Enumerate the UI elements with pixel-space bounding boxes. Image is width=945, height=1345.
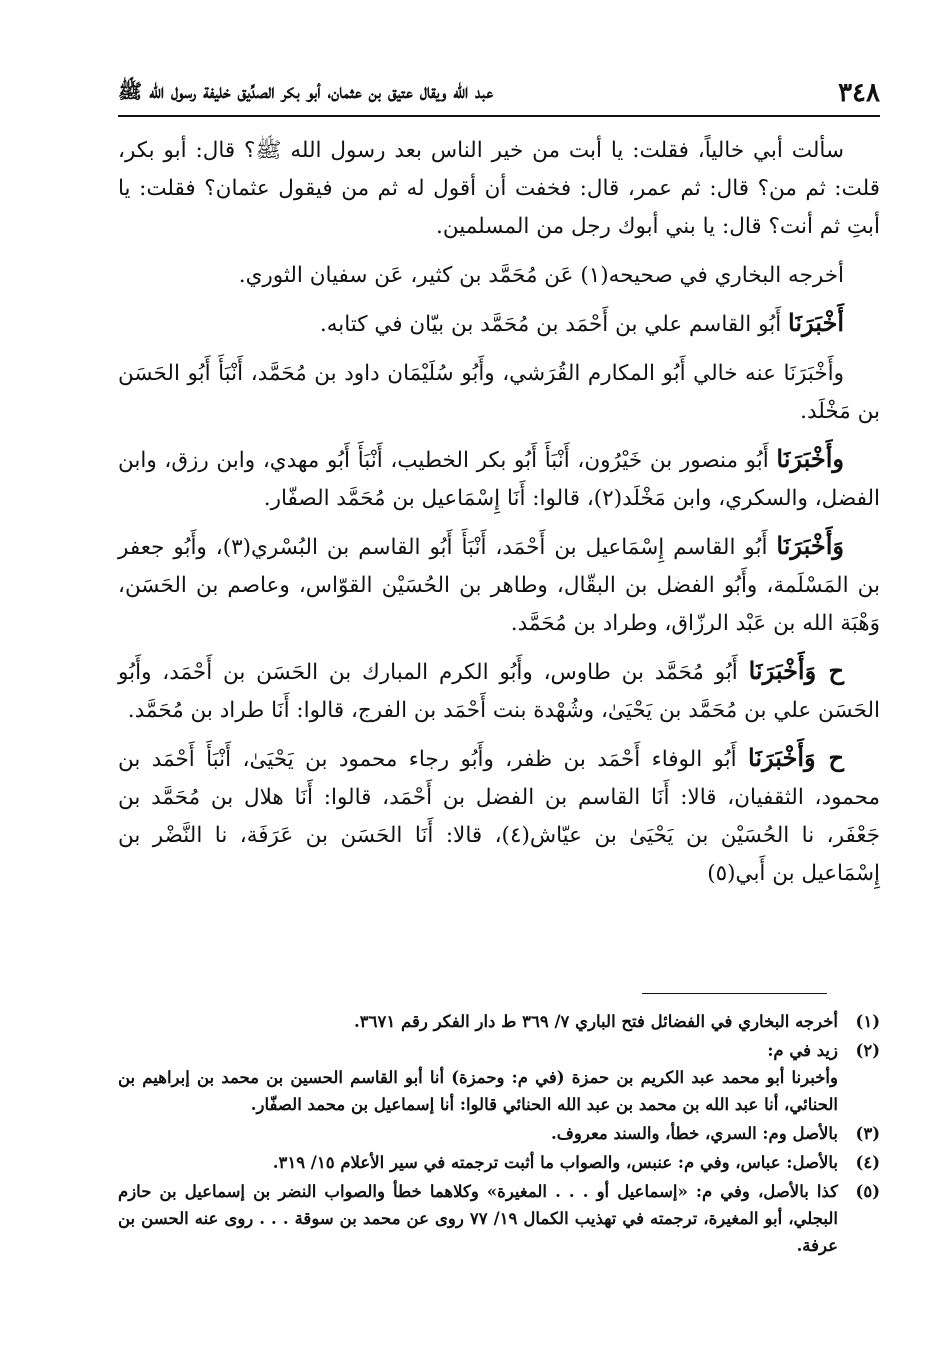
- footnotes: [118, 1008, 880, 1261]
- footnote: [118, 1149, 880, 1176]
- footnote-text: [118, 1149, 838, 1176]
- header-rule: [118, 115, 880, 117]
- paragraph-text: أَبُو مُحَمَّد بن طاوس، وأَبُو الكرم المبارك بن الحَسَن بن أَحْمَد، وأَبُو الحَسَن علي بن مُحَمَّد بن يَحْيَىٰ، وشُهْدة بنت أَحْمَد بن الفرج، قالوا: أَنَا طراد بن مُحَمَّد.: [118, 660, 880, 723]
- paragraph: [118, 130, 880, 246]
- paragraph: [118, 440, 880, 518]
- footnote-number: (٣): [855, 1124, 880, 1143]
- footnote-number: (٥): [855, 1182, 880, 1201]
- footnote-text: [118, 1008, 838, 1035]
- paragraph: [118, 739, 880, 893]
- paragraph-lead: ح وَأَخْبَرَنَا: [748, 743, 844, 772]
- footnote-number: (٢): [855, 1041, 880, 1060]
- paragraph-text: وأَخْبَرَنَا عنه خالي أَبُو المكارم القُرَشي، وأَبُو سُلَيْمَان داود بن مُحَمَّد، أَنْبَأَ أَبُو الحَسَن بن مَخْلَد.: [118, 361, 880, 424]
- footnote-line: بالأصل وم: السري، خطأ، والسند معروف.: [551, 1124, 838, 1143]
- footnote-text: [118, 1120, 838, 1147]
- paragraph: [118, 304, 880, 344]
- page-number: ٣٤٨: [838, 78, 880, 108]
- paragraph-lead: ح وَأَخْبَرَنَا: [748, 656, 844, 685]
- paragraph-text: أخرجه البخاري في صحيحه(١) عَن مُحَمَّد بن كثير، عَن سفيان الثوري.: [238, 263, 844, 288]
- paragraph-text: أَبُو القاسم إِسْمَاعيل بن أَحْمَد، أَنْبَأَ أَبُو القاسم بن البُسْري(٣)، وأَبُو جعفر بن المَسْلَمة، وأَبُو الفضل بن البقّال، وطاهر بن الحُسَيْن القوّاس، وعاصم بن الحَسَن، وَهْبَة الله بن عَبْد الرزّاق، وطراد بن مُحَمَّد.: [118, 535, 880, 636]
- main-text: [118, 130, 880, 902]
- footnote-rule: [642, 993, 827, 994]
- footnote-number: (٤): [855, 1153, 880, 1172]
- paragraph-text: أَبُو القاسم علي بن أَحْمَد بن مُحَمَّد بن بيّان في كتابه.: [319, 312, 789, 337]
- footnote-line: كذا بالأصل، وفي م: «إسماعيل أو . . . المغيرة» وكلاهما خطأ والصواب النضر بن إسماعيل بن حازم البجلي، أبو المغيرة، ترجمته في تهذيب الكمال ١٩/ ٧٧ روى عن محمد بن سوقة . . . روى عنه الحسن بن عرفة.: [118, 1182, 838, 1255]
- paragraph-lead: أَخْبَرَنَا: [788, 308, 844, 337]
- paragraph-text: سألت أبي خالياً، فقلت: يا أبت من خير الناس بعد رسول الله ﷺ؟ قال: أبو بكر، قلت: ثم من؟ قال: ثم عمر، قال: فخفت أن أقول له ثم من فيقول عثمان؟ فقلت: يا أبتِ ثم أنت؟ قال: يا بني أبوك رجل من المسلمين.: [118, 138, 880, 239]
- footnote-line: وأخبرنا أبو محمد عبد الكريم بن حمزة (في م: وحمزة) أنا أبو القاسم الحسين بن محمد بن إبراهيم بن الحنائي، أنا عبد الله بن محمد بن عبد الله الحنائي قالوا: أنا إسماعيل بن محمد الصفّار.: [118, 1068, 838, 1114]
- paragraph: [118, 353, 880, 431]
- footnote: [118, 1178, 880, 1259]
- footnote-line: زيد في م:: [767, 1041, 838, 1060]
- paragraph-text: أَبُو منصور بن خَيْرُون، أَنْبَأَ أَبُو بكر الخطيب، أَنْبَأَ أَبُو مهدي، وابن رزق، وابن الفضل، والسكري، وابن مَخْلَد(٢)، قالوا: أَنَا إِسْمَاعيل بن مُحَمَّد الصفّار.: [118, 448, 880, 511]
- footnote-text: [118, 1178, 838, 1259]
- paragraph-lead: وَأَخْبَرَنَا: [776, 531, 844, 560]
- paragraph: [118, 652, 880, 730]
- footnote-line: بالأصل: عباس، وفي م: عنبس، والصواب ما أثبت ترجمته في سير الأعلام ١٥/ ٣١٩.: [272, 1153, 838, 1172]
- footnote-number: (١): [855, 1012, 880, 1031]
- footnote-line: أخرجه البخاري في الفضائل فتح الباري ٧/ ٣٦٩ ط دار الفكر رقم ٣٦٧١.: [354, 1012, 838, 1031]
- paragraph-text: أَبُو الوفاء أَحْمَد بن ظفر، وأَبُو رجاء محمود بن يَحْيَىٰ، أَنْبَأَ أَحْمَد بن محمود، الثقفيان، قالا: أَنَا القاسم بن الفضل بن أَحْمَد، قالوا: أَنَا هلال بن مُحَمَّد بن جَعْفَر، نا الحُسَيْن بن يَحْيَىٰ بن عيّاش(٤)، قالا: أَنَا الحَسَن بن عَرَفَة، نا النَّضْر بن إِسْمَاعيل بن أَبي(٥): [118, 747, 880, 886]
- footnote-text: [118, 1037, 838, 1118]
- page-header: [118, 70, 880, 116]
- footnote: [118, 1120, 880, 1147]
- footnote: [118, 1008, 880, 1035]
- footnote: [118, 1037, 880, 1118]
- paragraph: [118, 527, 880, 643]
- running-title: عبد الله ويقال عتيق بن عثمان، أبو بكر الصدِّيق خليفة رسول الله ﷺ: [118, 78, 494, 103]
- paragraph-lead: وأَخْبَرَنَا: [776, 444, 844, 473]
- paragraph: [118, 255, 880, 295]
